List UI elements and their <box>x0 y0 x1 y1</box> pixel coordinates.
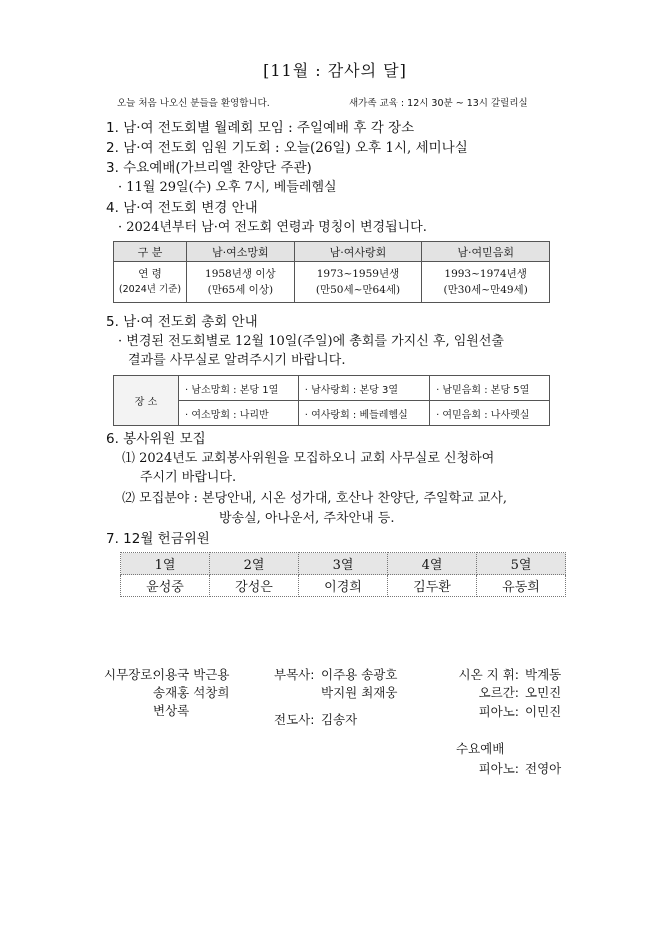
welcome-note: 오늘 처음 나오신 분들을 환영합니다. <box>117 98 270 109</box>
section-2 <box>106 139 468 157</box>
section-4-line: · 2024년부터 남·여 전도회 연령과 명칭이 변경됩니다. <box>118 220 427 235</box>
table-cell: · 여사랑회 : 베들레헴실 <box>298 401 429 426</box>
section-1 <box>106 119 414 137</box>
wednesday-service-label: 수요예배 <box>456 741 505 756</box>
organ-label: 오르간: <box>478 685 519 700</box>
section-6-item-1-line-1: ⑴ 2024년도 교회봉사위원을 모집하오니 교회 사무실로 신청하여 <box>122 451 495 466</box>
table-header: 1열 <box>121 553 210 575</box>
table-header: 남·여사랑회 <box>294 242 422 262</box>
row-label: 연 령 (2024년 기준) <box>114 262 187 303</box>
section-5-heading: 5. 남·여 전도회 총회 안내 <box>106 314 258 330</box>
section-5-line-1: · 변경된 전도회별로 12월 10일(주일)에 총회를 가지신 후, 임원선출 <box>118 334 504 349</box>
section-3-heading: 3. 수요예배(가브리엘 찬양단 주관) <box>106 160 312 176</box>
assoc-pastor-line-1: 이주용 송광호 <box>321 667 398 682</box>
section-2-detail: : 오늘(26일) 오후 1시, 세미나실 <box>275 140 468 156</box>
section-7-heading: 7. 12월 헌금위원 <box>106 531 210 547</box>
table-cell: 강성은 <box>210 575 299 597</box>
section-4-heading: 4. 남·여 전도회 변경 안내 <box>106 200 258 216</box>
elders-line-3: 변상록 <box>153 703 190 718</box>
table-header: 2열 <box>210 553 299 575</box>
location-table <box>113 375 550 426</box>
table-header: 3열 <box>299 553 388 575</box>
wednesday-piano-label: 피아노: <box>478 761 519 776</box>
table-header: 남·여소망회 <box>187 242 295 262</box>
offering-committee-table <box>120 552 566 597</box>
table-cell: 1993~1974년생 (만30세~만49세) <box>422 262 550 303</box>
section-3-line: · 11월 29일(수) 오후 7시, 베들레헴실 <box>118 180 337 195</box>
table-header: 4열 <box>388 553 477 575</box>
section-6-heading: 6. 봉사위원 모집 <box>106 431 206 447</box>
section-2-heading: 2. 남·여 전도회 임원 기도회 <box>106 140 271 156</box>
table-cell: · 남믿음회 : 본당 5열 <box>430 376 550 401</box>
conductor-label: 시온 지 휘: <box>458 667 519 682</box>
table-header: 구 분 <box>114 242 187 262</box>
assoc-pastor-line-2: 박지원 최재웅 <box>321 685 398 700</box>
table-cell: · 남사랑회 : 본당 3열 <box>298 376 429 401</box>
elders-line-2: 송재홍 석창희 <box>153 685 230 700</box>
section-5-line-2: 결과를 사무실로 알려주시기 바랍니다. <box>128 353 346 368</box>
elders-line-1: 이용국 박근용 <box>153 667 230 682</box>
table-cell: · 여소망회 : 나리반 <box>179 401 299 426</box>
table-cell: 김두환 <box>388 575 477 597</box>
wednesday-piano-name: 전영아 <box>525 761 562 776</box>
section-6-item-2-line-2: 방송실, 아나운서, 주차안내 등. <box>219 511 395 526</box>
section-6-item-1-line-2: 주시기 바랍니다. <box>140 470 237 485</box>
piano-label: 피아노: <box>478 704 519 719</box>
table-cell: 이경희 <box>299 575 388 597</box>
table-cell: 1958년생 이상 (만65세 이상) <box>187 262 295 303</box>
section-6-item-2-line-1: ⑵ 모집분야 : 본당안내, 시온 성가대, 호산나 찬양단, 주일학교 교사, <box>122 491 508 506</box>
page-title: [11월 : 감사의 달] <box>263 61 407 80</box>
organ-name: 오민진 <box>525 685 562 700</box>
table-cell: 1973~1959년생 (만50세~만64세) <box>294 262 422 303</box>
table-cell: 유동희 <box>477 575 566 597</box>
evangelist-label: 전도사: <box>274 712 315 727</box>
conductor-name: 박계동 <box>525 667 562 682</box>
newcomer-class-note: 새가족 교육 : 12시 30분 ~ 13시 갈릴리실 <box>349 98 528 109</box>
table-cell: 윤성중 <box>121 575 210 597</box>
table-cell: · 여믿음회 : 나사렛실 <box>430 401 550 426</box>
elders-label: 시무장로: <box>104 667 157 682</box>
section-1-heading: 1. 남·여 전도회별 월례회 모임 <box>106 120 284 136</box>
evangelist-name: 김송자 <box>321 712 358 727</box>
table-header: 남·여믿음회 <box>422 242 550 262</box>
table-cell: · 남소망회 : 본당 1열 <box>179 376 299 401</box>
location-label: 장 소 <box>114 376 179 426</box>
table-header: 5열 <box>477 553 566 575</box>
age-change-table <box>113 241 550 303</box>
section-1-detail: : 주일예배 후 각 장소 <box>288 120 415 136</box>
assoc-pastor-label: 부목사: <box>274 667 315 682</box>
piano-name: 이민진 <box>525 704 562 719</box>
